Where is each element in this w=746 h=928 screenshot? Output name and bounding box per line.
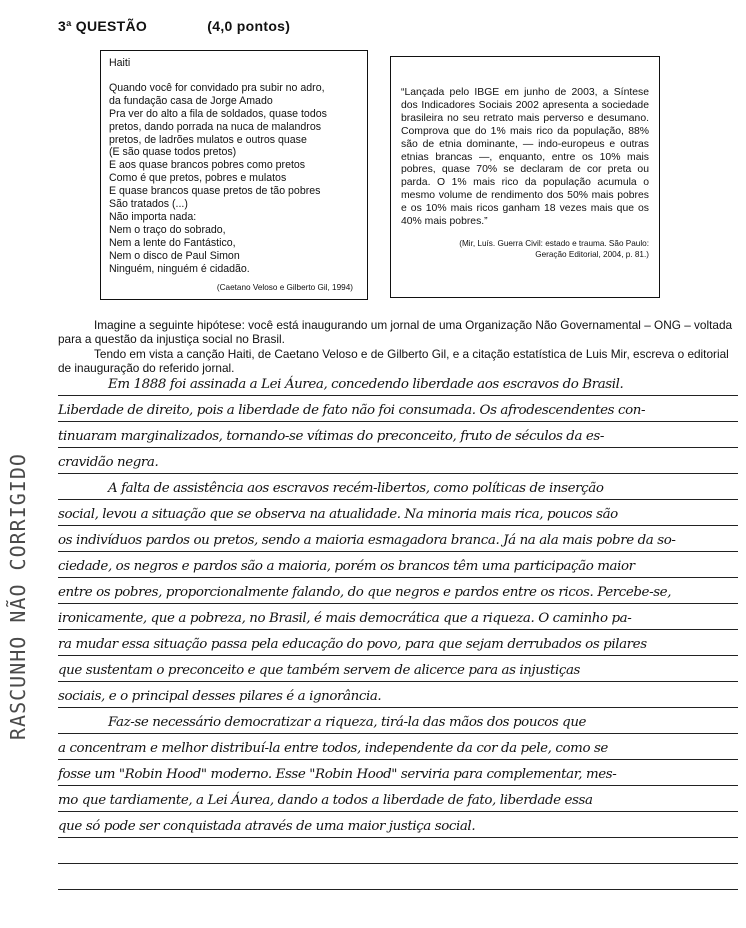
question-points: (4,0 pontos) [207, 18, 291, 34]
lyric-line: Não importa nada: [109, 210, 197, 223]
answer-text: a concentram e melhor distribuí-la entre todos, independente da cor da pele, como se [58, 741, 608, 756]
answer-text: fosse um "Robin Hood" moderno. Esse "Robin Hood" serviria para complementar, mes- [58, 767, 617, 782]
lyric-line: pretos, de ladrões mulatos e outros quase [109, 133, 307, 146]
answer-text: que só pode ser conquistada através de uma maior justiça social. [58, 819, 476, 834]
lyric-line: Quando você for convidado pra subir no adro, [109, 81, 325, 94]
answer-text: tinuaram marginalizados, tornando-se vítimas do preconceito, fruto de séculos da es- [58, 429, 605, 444]
answer-text: entre os pobres, proporcionalmente falando, do que negros e pardos entre os ricos. Percebe-se, [58, 585, 672, 600]
answer-line [58, 396, 738, 422]
lyric-line: Ninguém, ninguém é cidadão. [109, 262, 250, 275]
answer-text: que sustentam o preconceito e que também servem de alicerce para as injustiças [58, 663, 581, 678]
answer-text: sociais, e o principal desses pilares é a ignorância. [58, 689, 382, 704]
answer-line [58, 812, 738, 838]
answer-text: ironicamente, que a pobreza, no Brasil, é mais democrática que a riqueza. O caminho pa- [58, 611, 632, 626]
answer-line [58, 838, 738, 864]
answer-line [58, 500, 738, 526]
song-box [100, 50, 368, 300]
lyric-line: Nem a lente do Fantástico, [109, 236, 236, 249]
citation-source-line: Geração Editorial, 2004, p. 81.) [535, 249, 649, 259]
citation-quote: “Lançada pelo IBGE em junho de 2003, a Síntese dos Indicadores Sociais 2002 apresenta a sociedade brasileira no seu retrato mais perverso e desumano. Comprova que do 1% mais rico da população, 88% são de etnia dominante, — indo-europeus e outras etnias brancas —, enquanto, entre os 10% mais pobres, quase 70% se declaram de cor preta ou parda. O 1% mais rico da população acumula o mesmo volume de rendimento dos 50% mais pobres e os 10% mais ricos ganham 18 vezes mais que os 40% mais pobres.” [401, 87, 649, 228]
answer-line [58, 422, 738, 448]
lyric-line: E quase brancos quase pretos de tão pobres [109, 185, 321, 198]
answer-line [58, 656, 738, 682]
question-header [58, 18, 290, 34]
song-lyrics [109, 82, 359, 276]
citation-box [390, 56, 660, 298]
lyric-line: (E são quase todos pretos) [109, 146, 237, 159]
answer-text: social, levou a situação que se observa na atualidade. Na minoria mais rica, poucos são [58, 507, 618, 522]
answer-text: A falta de assistência aos escravos recém-libertos, como políticas de inserção [108, 481, 604, 496]
answer-line [58, 578, 738, 604]
answer-sheet [58, 370, 738, 890]
song-credit: (Caetano Veloso e Gilberto Gil, 1994) [216, 283, 353, 293]
answer-text: mo que tardiamente, a Lei Áurea, dando a todos a liberdade de fato, liberdade essa [58, 793, 593, 808]
answer-line [58, 708, 738, 734]
prompt-paragraph: Tendo em vista a canção Haiti, de Caetano Veloso e de Gilberto Gil, e a citação estatística de Luis Mir, escreva o editorial de inauguração do referido jornal. [58, 346, 729, 375]
answer-text: Liberdade de direito, pois a liberdade de fato não foi consumada. Os afrodescendentes con- [58, 403, 646, 418]
citation-source [401, 239, 649, 261]
answer-line [58, 760, 738, 786]
answer-line [58, 682, 738, 708]
prompt-paragraph: Imagine a seguinte hipótese: você está inaugurando um jornal de uma Organização Não Governamental – ONG – voltada para a questão da injustiça social no Brasil. [58, 318, 733, 347]
lyric-line: Nem o disco de Paul Simon [109, 249, 240, 262]
song-title: Haiti [109, 57, 131, 69]
citation-source-line: (Mir, Luís. Guerra Civil: estado e trauma. São Paulo: [459, 238, 649, 248]
answer-text: Em 1888 foi assinada a Lei Áurea, concedendo liberdade aos escravos do Brasil. [108, 377, 624, 392]
answer-line [58, 864, 738, 890]
answer-text: ra mudar essa situação passa pela educação do povo, para que sejam derrubados os pilares [58, 637, 647, 652]
lyric-line: da fundação casa de Jorge Amado [109, 94, 273, 107]
answer-line [58, 604, 738, 630]
answer-line [58, 786, 738, 812]
answer-line [58, 474, 738, 500]
essay-prompt [58, 318, 738, 375]
answer-line [58, 370, 738, 396]
answer-line [58, 630, 738, 656]
answer-text: Faz-se necessário democratizar a riqueza, tirá-la das mãos dos poucos que [108, 715, 587, 730]
lyric-line: Pra ver do alto a fila de soldados, quase todos [109, 107, 327, 120]
side-watermark: RASCUNHO NÃO CORRIGIDO [6, 453, 30, 740]
answer-line [58, 552, 738, 578]
answer-text: os indivíduos pardos ou pretos, sendo a maioria esmagadora branca. Já na ala mais pobre da so- [58, 533, 676, 548]
answer-line [58, 448, 738, 474]
lyric-line: Como é que pretos, pobres e mulatos [109, 172, 287, 185]
lyric-line: E aos quase brancos pobres como pretos [109, 159, 306, 172]
lyric-line: pretos, dando porrada na nuca de malandros [109, 120, 322, 133]
answer-text: ciedade, os negros e pardos são a maioria, porém os brancos têm uma participação maior [58, 559, 635, 574]
answer-text: cravidão negra. [58, 455, 159, 470]
answer-line [58, 734, 738, 760]
lyric-line: São tratados (...) [109, 198, 188, 211]
question-number: 3ª QUESTÃO [58, 18, 148, 34]
lyric-line: Nem o traço do sobrado, [109, 223, 226, 236]
answer-line [58, 526, 738, 552]
